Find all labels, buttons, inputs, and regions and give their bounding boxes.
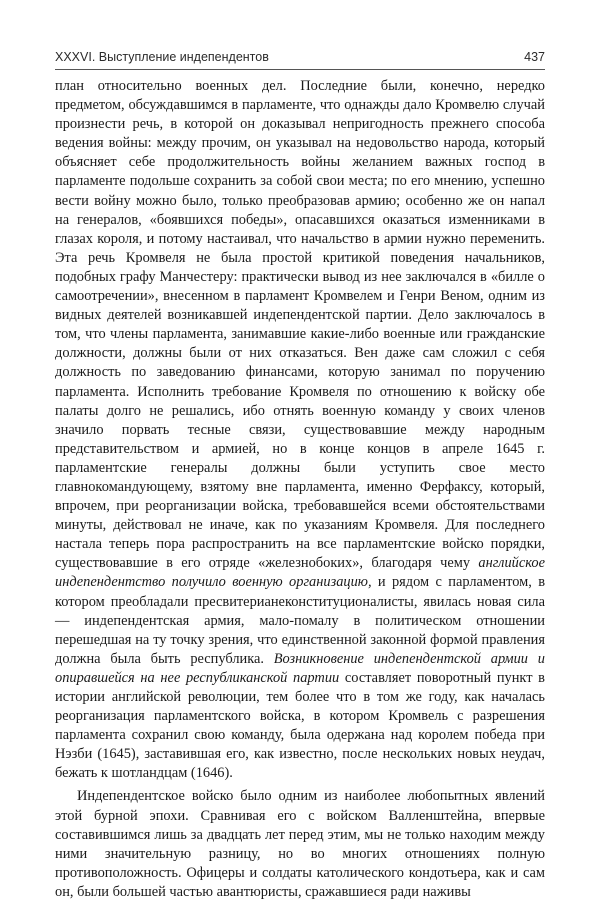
paragraph-2 [55,787,545,902]
chapter-title: XXXVI. Выступление индепендентов [55,50,269,64]
text-segment: и рядом с парламентом, в котором преобладали пресвитерианеконституционалисты, явилась новая сила — индепендентская армия, мало-помалу в политическом отношении перешедшая на ту точку зрения, что единственной законной формой правления должна была быть республика. [55,574,545,667]
italic-text-segment: английское индепендентство получило военную организацию, [55,555,545,591]
body-text [55,77,545,902]
text-segment: план относительно военных дел. Последние были, конечно, нередко предметом, обсуждавшимся в парламенте, что однажды дало Кромвелю случай произнести речь, в которой он доказывал непригодность прежнего способа ведения войны: между прочим, он указывал на недовольство народа, который объясняет себе продолжительность войны желанием важных господ в парламенте подольше сохранить за собой свои места; по его мнению, успешно вести войну можно было, только преобразовав армию; особенно же он напал на генералов, «боявшихся победы», опасавшихся оказаться изменниками в глазах короля, и потому настаивал, что начальство в армии нужно переменить. Эта речь Кромвеля не была простой критикой поведения начальников, подобных графу Манчестеру: практически вывод из нее заключался в «билле о самоотречении», внесенном в парламент Кромвелем и Генри Веном, одним из видных деятелей возникавшей индепендентской партии. Дело заключалось в том, что члены парламента, занимавшие какие-либо военные или гражданские должности, должны были от них отказаться. Вен даже сам сложил с себя должность по заведованию финансами, которую занимал по поручению парламента. Исполнить требование Кромвеля по отношению к войску обе палаты долго не решались, ибо отнять военную команду у своих членов значило порвать тесные связи, существовавшие между народным представительством и армией, но в конце концов в апреле 1645 г. парламентские генералы должны были уступить свое место главнокомандующему, взятому вне парламента, именно Ферфаксу, который, впрочем, при реорганизации войска, требовавшейся всеми обстоятельствами минуты, действовал не иначе, как по указаниям Кромвеля. Для последнего настала теперь пора распространить на все парламентские войско порядки, существовавшие в его отряде «железнобоких», благодаря чему [55,78,545,572]
text-segment: Индепендентское войско было одним из наиболее любопытных явлений этой бурной эпохи. Сравнивая его с войском Валленштейна, впервые составившимся лишь за двадцать лет перед этим, мы не только находим между ними значительную разницу, но во многих отношениях полную противоположность. Офицеры и солдаты католического кондотьера, как и сам он, были большей частью авантюристы, сражавшиеся ради наживы [55,788,545,900]
italic-text-segment: Возникновение индепендентской армии и опиравшейся на нее республиканской партии [55,650,545,686]
paragraph-1 [55,77,545,783]
page-number: 437 [524,50,545,64]
book-page [55,50,545,902]
running-header [55,50,545,70]
text-segment: составляет поворотный пункт в истории английской революции, тем более что в том же году, как началась реорганизация парламентского войска, в котором Кромвель с разрешения парламента сохранил свою команду, была одержана над королем победа при Нэзби (1645), заставившая его, как известно, после нескольких новых неудач, бежать к шотландцам (1646). [55,669,545,782]
